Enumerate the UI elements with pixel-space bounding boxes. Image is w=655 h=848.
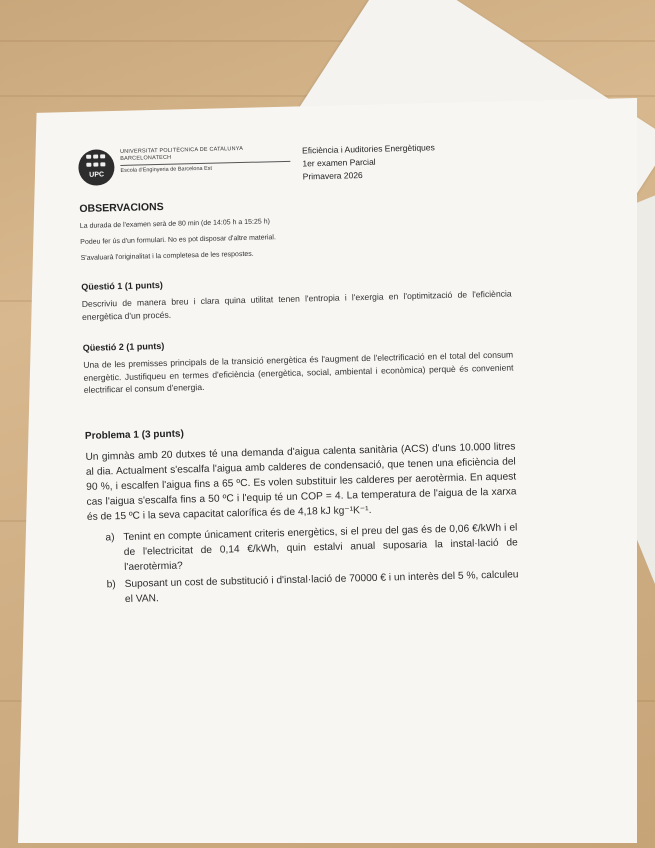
question1-text: Descriviu de manera breu i clara quina utilitat tenen l'entropia i l'exergia en l'optimització de l'eficiència energètica d'un procés.	[81, 288, 512, 322]
question2-text: Una de les premisses principals de la transició energètica és l'augment de l'electrificació en el total del consum energètic. Justifiqueu en termes d'eficiència (energètica, social, ambiental i econòmica) perquè és convenient electrificar el consum d'energia.	[83, 349, 514, 395]
problem1-title: Problema 1 (3 punts)	[84, 427, 184, 442]
observations-heading: OBSERVACIONS	[79, 200, 164, 215]
course-title: Eficiència i Auditories Energètiques	[301, 142, 435, 156]
subquestion-text: Suposant un cost de substitució i d'instal·lació de 70000 € i un interès del 5 %, calculeu el VAN.	[124, 568, 519, 605]
subquestion-label: b)	[106, 578, 116, 590]
logo-text: UPC	[89, 171, 105, 179]
exam-content	[78, 139, 519, 609]
question2-title: Qüestió 2 (1 punts)	[82, 340, 165, 353]
upc-logo	[78, 149, 115, 186]
subquestion-label: a)	[105, 531, 115, 543]
problem1-text: Un gimnàs amb 20 dutxes té una demanda d'aigua calenta sanitària (ACS) d'uns 10.000 litres al dia. Actualment s'escalfa l'aigua amb calderes de condensació, que tenen una eficiència del 90 %, i escalfen l'aigua fins a 65 ºC. Es volen substituir les calderes per aerotèrmia. En aquest cas l'aigua s'escalfa fins a 50 ºC i l'equip té un COP = 4. La temperatura de l'aigua de la xarxa és de 15 ºC i la seva capacitat calorífica és de 4,18 kJ kg⁻¹K⁻¹.	[85, 440, 517, 523]
university-name: UNIVERSITAT POLITÈCNICA DE CATALUNYA	[119, 145, 244, 155]
exam-name: 1er examen Parcial	[302, 156, 376, 169]
subquestion-a	[105, 520, 518, 575]
problem1-subquestions	[87, 520, 519, 607]
observation-item: La durada de l'examen serà de 80 min (de 14:05 h a 15:25 h)	[79, 218, 270, 230]
subquestion-text: Tenint en compte únicament criteris energètics, si el preu del gas és de 0,06 €/kWh i el de l'electricitat de 0,14 €/kWh, quin estalvi anual suposaria la instal·lació de l'aerotèrmia?	[123, 521, 518, 573]
course-info	[302, 141, 436, 183]
university-block	[120, 145, 291, 174]
question1-title: Qüestió 1 (1 punts)	[81, 279, 163, 292]
school-name: Escola d'Enginyeria de Barcelona Est	[120, 165, 213, 174]
observation-item: S'avaluarà l'originalitat i la completesa de les respostes.	[80, 250, 254, 262]
exam-term: Primavera 2026	[302, 170, 363, 182]
observation-item: Podeu fer ús d'un formulari. No es pot disposar d'altre material.	[80, 234, 276, 246]
university-subname: BARCELONATECH	[120, 154, 172, 162]
